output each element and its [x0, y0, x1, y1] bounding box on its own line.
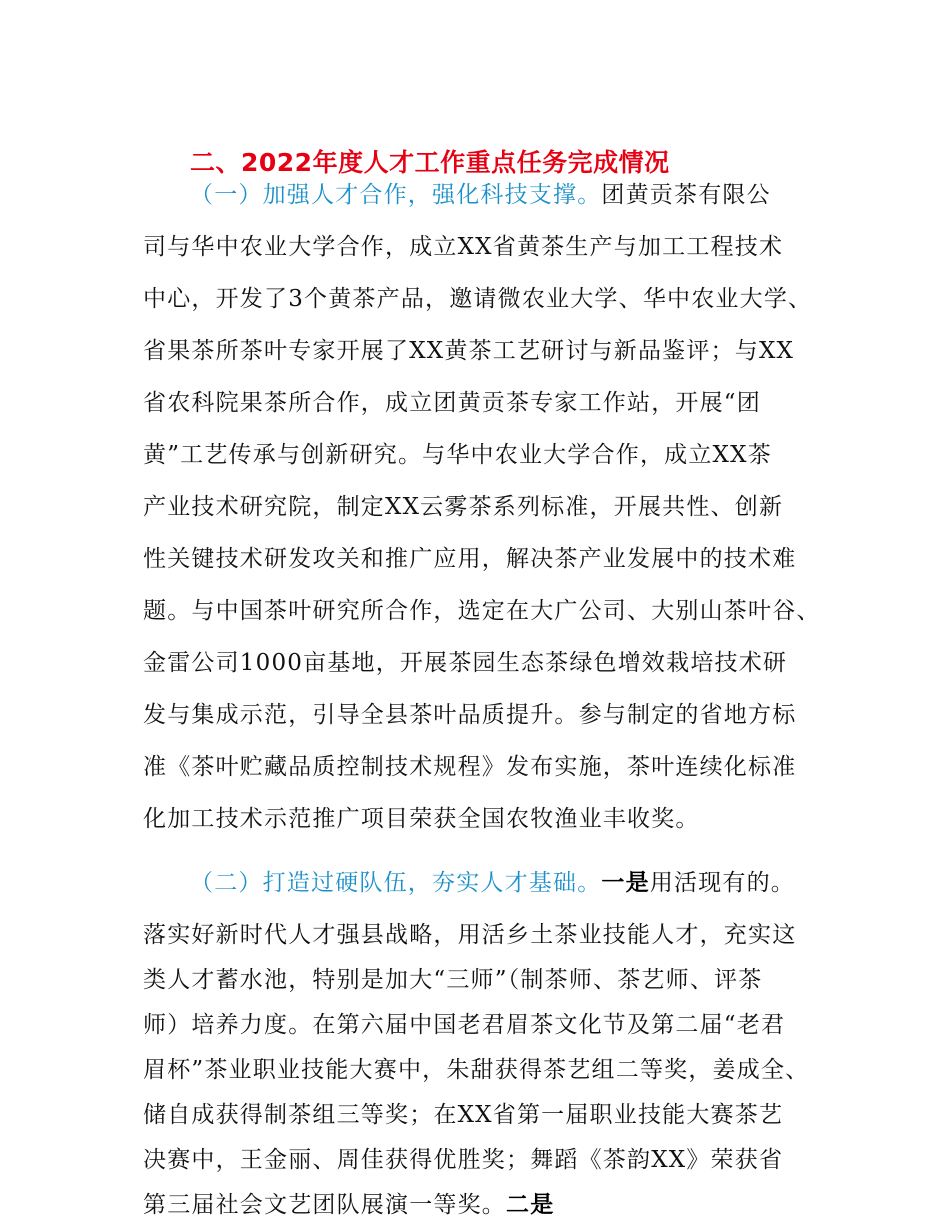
paragraph-line: 储自成获得制茶组三等奖；在XX省第一届职业技能大赛茶艺 [143, 1102, 784, 1128]
paragraph-line: 发与集成示范，引导全县茶叶品质提升。参与制定的省地方标 [143, 702, 797, 728]
paragraph-line: 化加工技术示范推广项目荣获全国农牧渔业丰收奖。 [143, 806, 700, 832]
paragraph-line [143, 1188, 843, 1222]
bold-marker: 二是 [506, 1191, 555, 1218]
paragraph-line: 类人才蓄水池，特别是加大“三师”（制茶师、茶艺师、评茶 [143, 967, 763, 993]
paragraph-line [190, 866, 890, 900]
paragraph-line: 准《茶叶贮藏品质控制技术规程》发布实施，茶叶连续化标准 [143, 754, 797, 780]
paragraph-line: 中心，开发了3个黄茶产品，邀请微农业大学、华中农业大学、 [143, 286, 813, 312]
paragraph-line: 省果茶所茶叶专家开展了XX黄茶工艺研讨与新品鉴评；与XX [143, 338, 795, 364]
paragraph-line: 产业技术研究院，制定XX云雾茶系列标准，开展共性、创新 [143, 494, 784, 520]
paragraph-line: 省农科院果茶所合作，成立团黄贡茶专家工作站，开展“团 [143, 390, 761, 416]
paragraph-text: 团黄贡茶有限公 [601, 182, 771, 208]
paragraph-line: 金雷公司1000亩基地，开展茶园生态茶绿色增效栽培技术研 [143, 650, 788, 676]
paragraph-text: 用活现有的。 [649, 870, 796, 896]
paragraph-line: 性关键技术研发攻关和推广应用，解决茶产业发展中的技术难 [143, 546, 797, 572]
paragraph-text: 第三届社会文艺团队展演一等奖。 [143, 1192, 506, 1218]
paragraph-line: 黄”工艺传承与创新研究。与华中农业大学合作，成立XX茶 [143, 442, 772, 468]
paragraph-line: 题。与中国茶叶研究所合作，选定在大广公司、大别山茶叶谷、 [143, 598, 821, 624]
paragraph-line: 落实好新时代人才强县战略，用活乡土茶业技能人才，充实这 [143, 922, 797, 948]
paragraph-line: 眉杯”茶业职业技能大赛中，朱甜获得茶艺组二等奖，姜成全、 [143, 1057, 810, 1083]
paragraph-line [190, 178, 890, 212]
paragraph-line: 司与华中农业大学合作，成立XX省黄茶生产与加工工程技术 [143, 234, 784, 260]
subsection-title: （一）加强人才合作，强化科技支撑。 [190, 182, 602, 208]
subsection-title: （二）打造过硬队伍，夯实人才基础。 [190, 870, 602, 896]
section-heading: 二、2022年度人才工作重点任务完成情况 [190, 148, 670, 177]
bold-marker: 一是 [601, 869, 650, 896]
paragraph-line: 师）培养力度。在第六届中国老君眉茶文化节及第二届“老君 [143, 1012, 786, 1038]
paragraph-line: 决赛中，王金丽、周佳获得优胜奖；舞蹈《茶韵XX》荣获省 [143, 1147, 784, 1173]
